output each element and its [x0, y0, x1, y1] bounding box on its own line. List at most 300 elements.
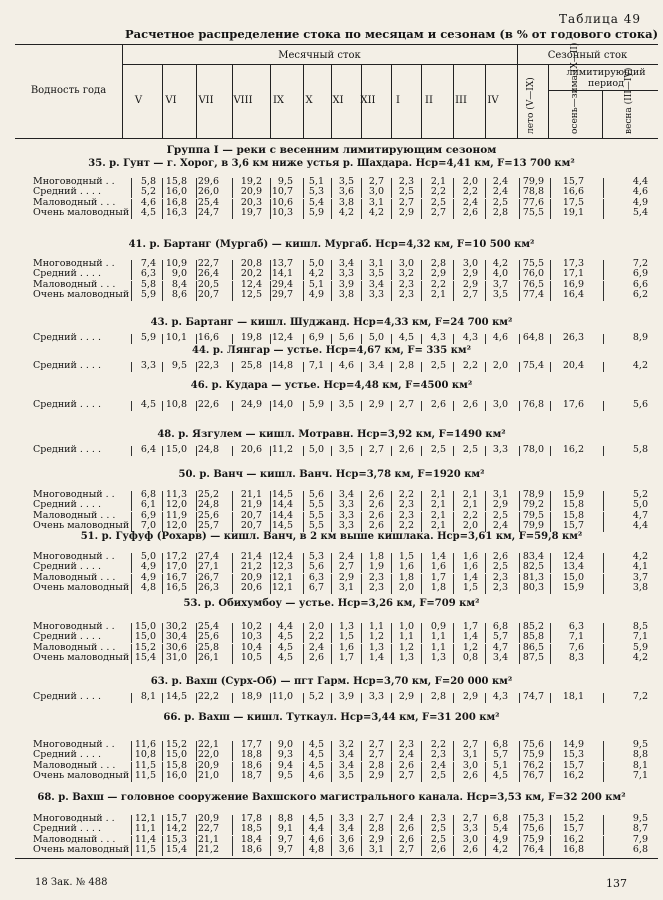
table-cell: 25,2: [197, 489, 219, 500]
table-cell: 2,7: [398, 196, 414, 208]
table-cell: 1,3: [338, 621, 354, 632]
row-label: Многоводный . .: [33, 739, 115, 750]
table-cell: 8,1: [632, 759, 648, 771]
table-cell: 5,3: [308, 551, 324, 562]
table-cell: 11,5: [134, 759, 156, 771]
table-cell: 8,9: [632, 332, 648, 343]
table-cell: 2,2: [308, 631, 324, 643]
table-cell: 3,5: [492, 289, 508, 301]
row-label: Маловодный . . .: [33, 641, 116, 653]
river-title: 43. р. Бартанг — кишл. Шуджанд. Hср=4,33 км, F=24 700 км²: [150, 317, 513, 328]
table-cell: 3,4: [338, 749, 354, 761]
table-cell: 2,3: [492, 571, 508, 583]
table-cell: 14,2: [165, 823, 187, 835]
table-cell: 5,8: [140, 176, 156, 187]
table-row: [0, 400, 663, 411]
table-cell: 3,4: [338, 759, 354, 771]
row-label: Средний . . . .: [33, 444, 101, 455]
table-cell: 11,2: [271, 444, 293, 455]
table-cell: 14,1: [271, 268, 293, 280]
table-cell: 2,6: [462, 770, 478, 782]
table-cell: 5,1: [492, 759, 508, 771]
table-cell: 2,6: [430, 399, 446, 410]
table-cell: 16,0: [165, 770, 187, 782]
table-cell: 2,2: [462, 186, 478, 198]
table-cell: 82,5: [522, 561, 544, 573]
table-cell: 2,1: [430, 489, 446, 500]
table-cell: 1,8: [368, 551, 384, 562]
table-cell: 2,2: [462, 360, 478, 371]
table-cell: 2,0: [398, 582, 414, 594]
cell-separator: [550, 362, 551, 372]
table-cell: 4,5: [308, 759, 324, 771]
table-cell: 11,0: [271, 691, 293, 702]
table-cell: 11,1: [134, 823, 156, 835]
table-cell: 2,7: [462, 813, 478, 824]
table-cell: 19,2: [240, 176, 262, 187]
table-cell: 24,7: [197, 207, 219, 219]
table-cell: 7,4: [140, 258, 156, 269]
table-cell: 15,0: [134, 631, 156, 643]
table-cell: 75,6: [522, 739, 544, 750]
row-label: Средний . . . .: [33, 499, 101, 511]
row-label: Средний . . . .: [33, 631, 101, 643]
table-cell: 2,9: [462, 268, 478, 280]
cell-separator: [603, 772, 604, 782]
month-header-XI: XI: [332, 95, 344, 106]
month-header-V: V: [134, 95, 143, 106]
table-cell: 3,1: [368, 258, 384, 269]
table-cell: 17,2: [165, 551, 187, 562]
table-cell: 10,7: [271, 186, 293, 198]
table-cell: 4,2: [368, 207, 384, 219]
table-cell: 7,1: [632, 770, 648, 782]
table-cell: 2,8: [492, 207, 508, 219]
table-cell: 1,6: [338, 641, 354, 653]
table-cell: 16,6: [197, 332, 219, 343]
table-cell: 10,5: [240, 652, 262, 664]
table-cell: 18,5: [240, 823, 262, 835]
table-cell: 7,2: [632, 691, 648, 702]
table-cell: 1,1: [430, 641, 446, 653]
table-cell: 76,0: [522, 268, 544, 280]
table-cell: 2,5: [462, 444, 478, 455]
table-cell: 6,9: [140, 509, 156, 521]
table-cell: 5,9: [308, 207, 324, 219]
table-cell: 15,9: [562, 489, 584, 500]
table-cell: 5,9: [140, 332, 156, 343]
table-cell: 2,3: [398, 176, 414, 187]
row-label: Очень маловодный: [33, 582, 130, 594]
table-cell: 15,8: [165, 176, 187, 187]
table-cell: 2,7: [398, 770, 414, 782]
table-cell: 2,1: [430, 176, 446, 187]
table-cell: 2,4: [492, 520, 508, 532]
table-cell: 12,1: [271, 571, 293, 583]
table-cell: 16,6: [562, 186, 584, 198]
table-cell: 18,9: [240, 691, 262, 702]
table-row: [0, 361, 663, 372]
table-cell: 12,3: [271, 561, 293, 573]
table-cell: 4,3: [430, 332, 446, 343]
table-cell: 2,8: [430, 691, 446, 702]
table-cell: 12,5: [240, 289, 262, 301]
row-label: Средний . . . .: [33, 332, 101, 343]
table-cell: 2,9: [398, 207, 414, 219]
table-cell: 5,2: [632, 489, 648, 500]
table-cell: 1,7: [430, 571, 446, 583]
table-cell: 6,2: [632, 289, 648, 301]
month-header-IV: IV: [487, 95, 499, 106]
table-cell: 2,3: [398, 499, 414, 511]
autumn-header: осень—зима (X—II): [570, 42, 580, 134]
table-cell: 2,7: [398, 844, 414, 856]
table-cell: 1,0: [398, 621, 414, 632]
table-cell: 2,4: [398, 749, 414, 761]
table-cell: 14,0: [271, 399, 293, 410]
table-cell: 20,9: [240, 186, 262, 198]
table-cell: 19,7: [240, 207, 262, 219]
table-cell: 8,8: [632, 749, 648, 761]
table-cell: 6,8: [140, 489, 156, 500]
table-cell: 1,5: [462, 582, 478, 594]
table-cell: 5,5: [308, 499, 324, 511]
table-cell: 2,1: [430, 520, 446, 532]
table-cell: 18,1: [562, 691, 584, 702]
table-cell: 3,8: [338, 289, 354, 301]
table-cell: 2,5: [430, 444, 446, 455]
table-cell: 7,1: [568, 631, 584, 643]
row-label: Многоводный . .: [33, 489, 115, 500]
table-cell: 2,7: [462, 739, 478, 750]
table-cell: 21,2: [197, 844, 219, 856]
table-cell: 4,5: [140, 207, 156, 219]
table-cell: 2,4: [308, 641, 324, 653]
table-cell: 4,9: [632, 196, 648, 208]
table-cell: 2,8: [368, 759, 384, 771]
river-title: 63. р. Вахш (Сурх-Об) — пгт Гарм. Hср=3,70 км, F=20 000 км²: [150, 676, 513, 687]
table-cell: 8,8: [277, 813, 293, 824]
table-cell: 5,4: [492, 823, 508, 835]
table-cell: 16,2: [562, 770, 584, 782]
limiting-subrule: [548, 90, 658, 91]
table-cell: 3,1: [462, 749, 478, 761]
row-label: Маловодный . . .: [33, 509, 116, 521]
table-cell: 2,3: [430, 749, 446, 761]
table-cell: 11,3: [165, 489, 187, 500]
table-cell: 1,7: [338, 652, 354, 664]
table-cell: 9,1: [277, 823, 293, 835]
table-cell: 5,9: [140, 289, 156, 301]
table-cell: 24,9: [240, 399, 262, 410]
table-cell: 5,9: [308, 399, 324, 410]
table-cell: 2,9: [368, 770, 384, 782]
month-header-I: I: [396, 95, 400, 106]
table-cell: 6,4: [140, 444, 156, 455]
table-cell: 2,7: [398, 399, 414, 410]
row-label: Средний . . . .: [33, 749, 101, 761]
table-cell: 76,4: [522, 844, 544, 856]
table-cell: 15,7: [165, 813, 187, 824]
table-cell: 8,4: [171, 278, 187, 290]
row-label: Очень маловодный: [33, 844, 130, 856]
table-cell: 26,4: [197, 268, 219, 280]
table-cell: 5,0: [308, 444, 324, 455]
table-cell: 8,3: [568, 652, 584, 664]
table-cell: 20,6: [240, 444, 262, 455]
table-cell: 21,1: [240, 489, 262, 500]
table-cell: 14,4: [271, 499, 293, 511]
table-cell: 16,8: [165, 196, 187, 208]
table-cell: 3,3: [338, 520, 354, 532]
header-divider: [602, 90, 603, 138]
table-cell: 19,1: [562, 207, 584, 219]
table-cell: 2,5: [492, 561, 508, 573]
table-cell: 87,5: [522, 652, 544, 664]
table-cell: 4,7: [492, 641, 508, 653]
table-cell: 20,7: [197, 289, 219, 301]
table-cell: 15,0: [562, 571, 584, 583]
table-cell: 0,9: [430, 621, 446, 632]
table-row: [0, 771, 663, 782]
table-cell: 3,0: [398, 258, 414, 269]
table-cell: 22,2: [197, 691, 219, 702]
table-cell: 4,4: [277, 621, 293, 632]
table-cell: 79,9: [522, 176, 544, 187]
table-cell: 5,0: [140, 551, 156, 562]
table-cell: 1,9: [368, 561, 384, 573]
table-cell: 20,2: [240, 268, 262, 280]
table-cell: 2,7: [338, 561, 354, 573]
table-cell: 3,4: [338, 823, 354, 835]
table-cell: 3,0: [462, 833, 478, 845]
table-cell: 16,5: [165, 582, 187, 594]
cell-separator: [550, 209, 551, 219]
table-cell: 18,8: [240, 749, 262, 761]
month-header-IX: IX: [272, 95, 285, 106]
table-cell: 26,7: [197, 571, 219, 583]
table-cell: 2,3: [398, 278, 414, 290]
table-cell: 16,2: [562, 833, 584, 845]
table-cell: 74,7: [522, 691, 544, 702]
table-cell: 18,6: [240, 844, 262, 856]
table-cell: 15,2: [562, 813, 584, 824]
table-cell: 17,3: [562, 258, 584, 269]
table-cell: 2,3: [492, 582, 508, 594]
table-cell: 15,7: [562, 520, 584, 532]
table-cell: 2,9: [430, 268, 446, 280]
cell-separator: [603, 654, 604, 664]
table-cell: 15,2: [134, 641, 156, 653]
row-label: Маловодный . . .: [33, 196, 116, 208]
table-cell: 16,9: [562, 278, 584, 290]
table-cell: 6,8: [632, 844, 648, 856]
table-cell: 2,1: [462, 499, 478, 511]
cell-separator: [550, 401, 551, 411]
month-header-VII: VII: [198, 95, 214, 106]
table-cell: 75,9: [522, 749, 544, 761]
table-cell: 5,1: [308, 278, 324, 290]
row-label: Средний . . . .: [33, 268, 101, 280]
table-cell: 1,1: [430, 631, 446, 643]
month-header-XII: XII: [360, 95, 376, 106]
table-cell: 12,4: [271, 551, 293, 562]
table-cell: 16,4: [562, 289, 584, 301]
table-cell: 2,2: [398, 520, 414, 532]
group-title: Группа I — реки с весенним лимитирующим сезоном: [166, 144, 497, 156]
table-cell: 10,9: [165, 258, 187, 269]
table-cell: 22,1: [197, 739, 219, 750]
table-cell: 6,6: [632, 278, 648, 290]
row-label: Очень маловодный: [33, 289, 130, 301]
table-cell: 12,4: [562, 551, 584, 562]
table-cell: 2,9: [462, 691, 478, 702]
row-label: Маловодный . . .: [33, 759, 116, 771]
table-row: [0, 333, 663, 344]
table-cell: 10,3: [240, 631, 262, 643]
table-cell: 2,7: [368, 739, 384, 750]
table-cell: 2,7: [368, 813, 384, 824]
cell-separator: [603, 401, 604, 411]
cell-separator: [603, 846, 604, 856]
header-bottom-rule: [15, 138, 658, 139]
table-cell: 17,1: [562, 268, 584, 280]
row-label: Многоводный . .: [33, 621, 115, 632]
table-cell: 16,3: [165, 207, 187, 219]
table-cell: 2,3: [398, 739, 414, 750]
table-cell: 20,8: [240, 258, 262, 269]
table-cell: 2,4: [398, 813, 414, 824]
table-cell: 2,8: [398, 360, 414, 371]
table-cell: 22,7: [197, 823, 219, 835]
table-cell: 3,4: [492, 652, 508, 664]
header-top-rule: [15, 44, 658, 45]
table-cell: 86,5: [522, 641, 544, 653]
table-cell: 21,1: [197, 833, 219, 845]
table-row: [0, 845, 663, 856]
row-label: Средний . . . .: [33, 823, 101, 835]
table-cell: 2,9: [462, 278, 478, 290]
table-cell: 21,4: [240, 551, 262, 562]
row-label: Средний . . . .: [33, 691, 101, 702]
table-cell: 16,2: [562, 444, 584, 455]
table-cell: 2,6: [398, 444, 414, 455]
table-cell: 4,9: [492, 833, 508, 845]
table-cell: 25,8: [240, 360, 262, 371]
table-cell: 1,4: [462, 571, 478, 583]
table-cell: 12,0: [165, 520, 187, 532]
table-cell: 76,8: [522, 399, 544, 410]
table-cell: 25,6: [197, 631, 219, 643]
table-cell: 14,5: [271, 489, 293, 500]
cell-separator: [550, 334, 551, 344]
table-cell: 9,0: [277, 739, 293, 750]
table-cell: 3,5: [338, 770, 354, 782]
river-title: 66. р. Вахш — кишл. Туткаул. Hср=3,44 км, F=31 200 км²: [163, 712, 500, 723]
table-cell: 1,6: [430, 561, 446, 573]
table-cell: 2,2: [398, 489, 414, 500]
table-cell: 5,1: [308, 176, 324, 187]
table-cell: 3,1: [492, 489, 508, 500]
table-cell: 1,4: [430, 551, 446, 562]
table-cell: 2,9: [368, 833, 384, 845]
table-cell: 12,1: [134, 813, 156, 824]
table-cell: 5,6: [308, 561, 324, 573]
table-cell: 10,1: [165, 332, 187, 343]
table-cell: 3,8: [338, 196, 354, 208]
table-cell: 7,1: [308, 360, 324, 371]
table-cell: 5,8: [140, 278, 156, 290]
table-cell: 2,8: [430, 258, 446, 269]
table-cell: 14,8: [271, 360, 293, 371]
table-cell: 2,6: [430, 844, 446, 856]
table-cell: 14,5: [271, 520, 293, 532]
table-cell: 2,1: [430, 509, 446, 521]
table-cell: 4,9: [140, 561, 156, 573]
month-header-VI: VI: [165, 95, 177, 106]
table-cell: 3,3: [338, 813, 354, 824]
table-cell: 18,6: [240, 759, 262, 771]
limiting-header: лимитирующий период: [566, 67, 646, 89]
table-cell: 15,8: [562, 499, 584, 511]
table-cell: 3,5: [338, 176, 354, 187]
river-title: 44. р. Лянгар — устье. Hср=4,67 км, F= 335 км²: [192, 345, 471, 356]
table-cell: 11,9: [165, 509, 187, 521]
table-cell: 4,5: [308, 749, 324, 761]
table-cell: 1,5: [338, 631, 354, 643]
table-cell: 15,4: [165, 844, 187, 856]
cell-separator: [550, 446, 551, 456]
monthly-header: Месячный сток: [278, 50, 361, 61]
table-cell: 9,4: [277, 759, 293, 771]
table-cell: 10,8: [134, 749, 156, 761]
table-cell: 3,2: [338, 739, 354, 750]
row-label: Многоводный . .: [33, 813, 115, 824]
table-cell: 2,4: [430, 759, 446, 771]
table-cell: 5,5: [308, 520, 324, 532]
table-cell: 78,0: [522, 444, 544, 455]
table-cell: 6,7: [308, 582, 324, 594]
table-cell: 25,8: [197, 641, 219, 653]
table-cell: 15,3: [165, 833, 187, 845]
table-cell: 9,5: [277, 770, 293, 782]
table-cell: 4,5: [277, 641, 293, 653]
table-cell: 7,1: [632, 631, 648, 643]
table-cell: 29,4: [271, 278, 293, 290]
table-cell: 75,5: [522, 207, 544, 219]
table-cell: 3,3: [338, 268, 354, 280]
table-cell: 76,7: [522, 770, 544, 782]
cell-separator: [550, 846, 551, 856]
table-cell: 2,6: [492, 551, 508, 562]
table-cell: 79,5: [522, 509, 544, 521]
table-cell: 2,9: [368, 399, 384, 410]
cell-separator: [550, 584, 551, 594]
table-cell: 11,4: [134, 833, 156, 845]
table-cell: 3,6: [338, 844, 354, 856]
table-cell: 17,7: [240, 739, 262, 750]
table-cell: 3,3: [462, 823, 478, 835]
table-cell: 1,8: [430, 582, 446, 594]
table-cell: 2,7: [462, 289, 478, 301]
table-cell: 14,5: [165, 691, 187, 702]
table-cell: 2,7: [368, 176, 384, 187]
header-divider: [548, 64, 549, 138]
table-cell: 0,8: [462, 652, 478, 664]
table-cell: 2,5: [430, 360, 446, 371]
table-cell: 30,4: [165, 631, 187, 643]
table-cell: 2,9: [338, 571, 354, 583]
